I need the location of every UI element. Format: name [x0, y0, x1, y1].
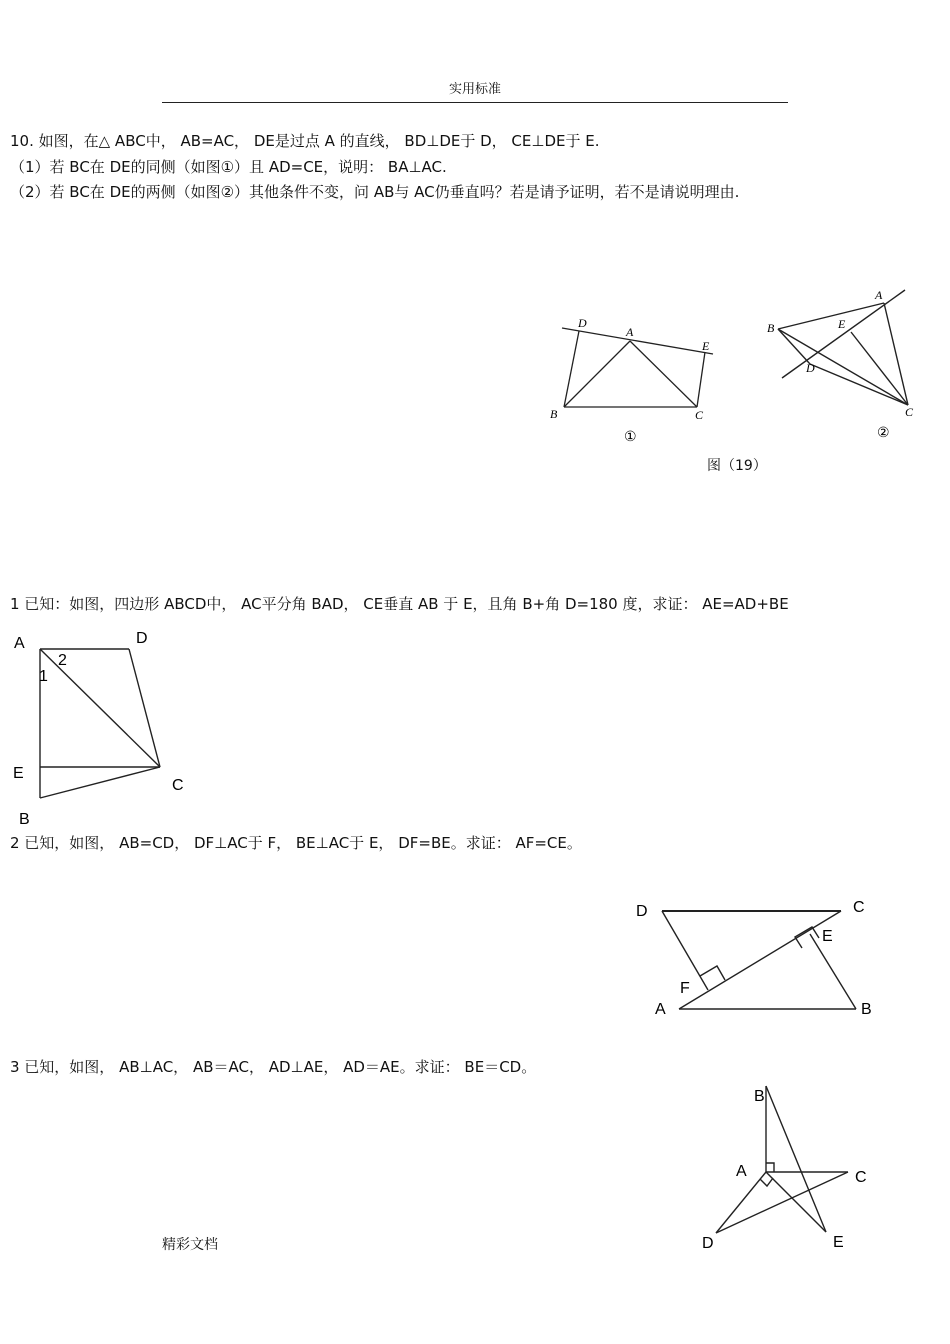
problem10-statement: 10. 如图，在△ ABC中， AB=AC， DE是过点 A 的直线， BD⊥DE于 D， CE⊥DE于 E. [10, 132, 600, 150]
label-E: E [822, 928, 833, 945]
figure-caption: 图（19） [707, 458, 767, 474]
segment-BD [778, 329, 810, 364]
label-B: B [767, 321, 775, 335]
label-C: C [855, 1169, 867, 1186]
problem10-figure2 [760, 282, 920, 442]
segment-DB [564, 331, 579, 407]
page-header: 实用标准 [448, 82, 501, 97]
segment-CE [697, 352, 705, 407]
line-DE [782, 290, 905, 378]
label-E: E [702, 339, 710, 353]
label-C: C [172, 777, 184, 794]
label-D: D [636, 903, 648, 920]
label-B: B [19, 811, 30, 828]
segment-BE [766, 1086, 826, 1232]
right-angle-F [700, 966, 725, 980]
label-C: C [853, 899, 865, 916]
segment-DF [662, 911, 708, 990]
label-angle1: 1 [39, 668, 48, 685]
label-C: C [905, 405, 914, 419]
problem3-statement: 3 已知，如图， AB⊥AC， AB＝AC， AD⊥AE， AD＝AE。求证： BE＝CD。 [10, 1058, 537, 1076]
problem10-part2: （2）若 BC在 DE的两侧（如图②）其他条件不变，问 AB与 AC仍垂直吗？若是请予证明，若不是请说明理由. [10, 183, 740, 201]
segment-BE [810, 934, 856, 1009]
label-D: D [702, 1235, 714, 1252]
figure1-number: ① [624, 428, 637, 444]
label-E: E [838, 317, 846, 331]
label-B: B [861, 1001, 872, 1018]
right-angle-E [795, 927, 819, 948]
problem10-part1: （1）若 BC在 DE的同侧（如图①）且 AD=CE，说明： BA⊥AC. [10, 158, 447, 176]
label-D: D [136, 630, 148, 647]
label-B: B [550, 407, 558, 421]
problem1-statement: 1 已知：如图，四边形 ABCD中， AC平分角 BAD， CE垂直 AB 于 E，且角 B+角 D=180 度，求证： AE=AD+BE [10, 595, 789, 613]
label-A: A [14, 635, 25, 652]
figure2-number: ② [877, 424, 890, 440]
label-E: E [13, 765, 24, 782]
segment-AD [716, 1172, 766, 1233]
label-A: A [736, 1163, 747, 1180]
right-angle-DAE [760, 1178, 773, 1186]
problem2-figure [630, 893, 880, 1023]
segment-AC [630, 341, 697, 407]
label-E: E [833, 1234, 844, 1251]
label-A: A [875, 288, 883, 302]
label-A: A [655, 1001, 666, 1018]
line-DE [562, 328, 713, 354]
label-A: A [626, 325, 634, 339]
segment-AB [564, 341, 630, 407]
label-angle2: 2 [58, 652, 67, 669]
problem3-figure [695, 1080, 880, 1255]
page-footer: 精彩文档 [162, 1237, 218, 1253]
header-rule [162, 102, 788, 103]
segment-DC [716, 1172, 848, 1233]
problem1-figure [10, 625, 200, 830]
right-angle-BAC [766, 1163, 774, 1172]
segment-BC [40, 767, 160, 798]
segment-AC [679, 911, 841, 1009]
label-D: D [578, 316, 587, 330]
segment-AE [766, 1172, 826, 1232]
problem2-statement: 2 已知，如图， AB=CD， DF⊥AC于 F， BE⊥AC于 E， DF=BE。求证： AF=CE。 [10, 834, 582, 852]
segment-DC [810, 364, 908, 405]
problem10-figure1 [540, 312, 730, 452]
label-F: F [680, 980, 690, 997]
label-C: C [695, 408, 704, 422]
segment-DC [129, 649, 160, 767]
label-D: D [806, 361, 815, 375]
label-B: B [754, 1088, 765, 1105]
